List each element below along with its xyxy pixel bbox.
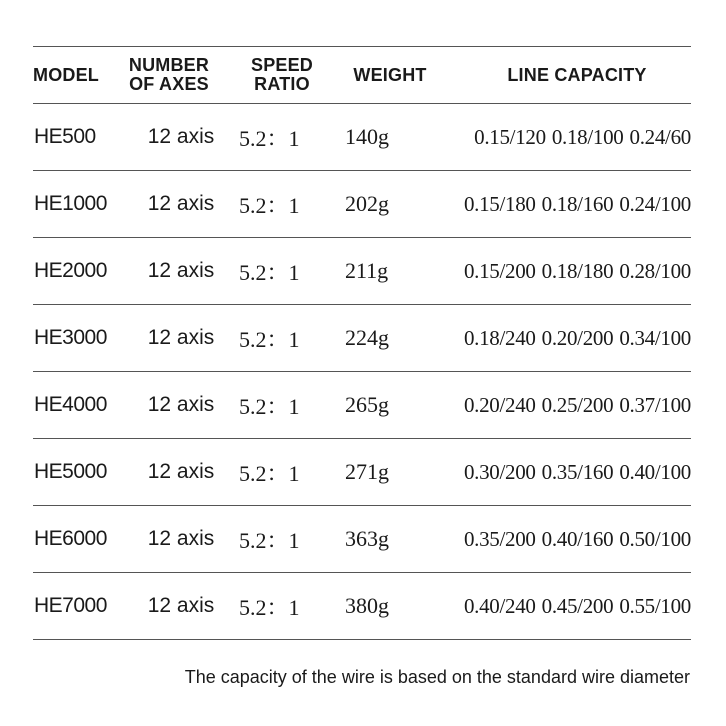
model-cell: HE2000 [34, 259, 107, 282]
speed-ratio-cell: 5.2：1 [239, 594, 300, 620]
weight-cell: 211g [345, 258, 389, 283]
model-cell: HE7000 [34, 594, 107, 617]
weight-cell: 224g [345, 325, 389, 350]
line-capacity-value-2: 0.35/160 [541, 459, 614, 484]
spec-table [33, 46, 691, 640]
line-capacity-cell [435, 439, 691, 505]
line-capacity-cell [435, 506, 691, 572]
table-header [33, 46, 691, 104]
line-capacity-value-1: 0.15/200 [463, 258, 536, 283]
axes-cell: 12 axis [147, 393, 215, 416]
header-speed-ratio [238, 47, 326, 103]
line-capacity-value-2: 0.45/200 [541, 593, 614, 618]
speed-ratio-cell: 5.2：1 [239, 527, 300, 553]
model-cell: HE5000 [34, 460, 107, 483]
line-capacity-value-2: 0.25/200 [541, 392, 614, 417]
header-line-capacity [463, 47, 691, 103]
line-capacity-value-3: 0.55/100 [619, 593, 691, 618]
header-axes-line2: OF AXES [129, 74, 209, 94]
weight-cell: 380g [345, 593, 389, 618]
table-row [33, 573, 691, 640]
axes-cell: 12 axis [147, 527, 215, 550]
weight-cell: 202g [345, 191, 389, 216]
axes-cell: 12 axis [147, 326, 215, 349]
line-capacity-value-1: 0.20/240 [463, 392, 536, 417]
model-cell: HE4000 [34, 393, 107, 416]
line-capacity-value-1: 0.18/240 [463, 325, 536, 350]
table-row [33, 171, 691, 238]
line-capacity-value-3: 0.50/100 [619, 526, 691, 551]
line-capacity-value-3: 0.24/100 [619, 191, 691, 216]
axes-cell: 12 axis [147, 259, 215, 282]
line-capacity-value-3: 0.24/60 [629, 124, 691, 149]
header-axes-line1: NUMBER [128, 55, 210, 75]
footnote: The capacity of the wire is based on the standard wire diameter [184, 667, 690, 687]
weight-cell: 363g [345, 526, 389, 551]
model-cell: HE1000 [34, 192, 107, 215]
line-capacity-cell [435, 171, 691, 237]
line-capacity-value-1: 0.40/240 [463, 593, 536, 618]
line-capacity-value-1: 0.15/120 [474, 124, 546, 149]
header-line-capacity-label: LINE CAPACITY [507, 64, 647, 85]
model-cell: HE500 [34, 125, 96, 148]
table-row [33, 506, 691, 573]
table-row [33, 372, 691, 439]
line-capacity-value-2: 0.40/160 [541, 526, 614, 551]
line-capacity-cell [435, 104, 691, 170]
model-cell: HE6000 [34, 527, 107, 550]
weight-cell: 265g [345, 392, 389, 417]
speed-ratio-cell: 5.2：1 [239, 259, 300, 285]
line-capacity-value-2: 0.18/160 [541, 191, 614, 216]
header-number-of-axes [119, 47, 219, 103]
header-weight-label: WEIGHT [353, 64, 427, 85]
line-capacity-value-2: 0.18/180 [541, 258, 614, 283]
header-speed-line2: RATIO [254, 74, 310, 94]
line-capacity-value-2: 0.20/200 [541, 325, 614, 350]
table-row [33, 439, 691, 506]
line-capacity-value-1: 0.15/180 [463, 191, 536, 216]
line-capacity-value-1: 0.30/200 [463, 459, 536, 484]
weight-cell: 140g [345, 124, 389, 149]
speed-ratio-cell: 5.2：1 [239, 326, 300, 352]
speed-ratio-cell: 5.2：1 [239, 460, 300, 486]
line-capacity-value-3: 0.28/100 [619, 258, 691, 283]
line-capacity-value-1: 0.35/200 [463, 526, 536, 551]
header-speed-line1: SPEED [250, 55, 314, 75]
line-capacity-cell [435, 238, 691, 304]
weight-cell: 271g [345, 459, 389, 484]
speed-ratio-cell: 5.2：1 [239, 192, 300, 218]
header-weight [343, 47, 437, 103]
header-model-label: MODEL [33, 64, 99, 85]
line-capacity-value-3: 0.34/100 [619, 325, 691, 350]
header-model [33, 47, 109, 103]
line-capacity-cell [435, 305, 691, 371]
speed-ratio-cell: 5.2：1 [239, 393, 300, 419]
axes-cell: 12 axis [147, 125, 215, 148]
model-cell: HE3000 [34, 326, 107, 349]
line-capacity-value-3: 0.40/100 [619, 459, 691, 484]
speed-ratio-cell: 5.2：1 [239, 125, 300, 151]
line-capacity-value-2: 0.18/100 [551, 124, 624, 149]
line-capacity-value-3: 0.37/100 [619, 392, 691, 417]
axes-cell: 12 axis [147, 460, 215, 483]
axes-cell: 12 axis [147, 192, 215, 215]
table-body [33, 104, 691, 640]
axes-cell: 12 axis [147, 594, 215, 617]
table-row [33, 238, 691, 305]
line-capacity-cell [435, 372, 691, 438]
table-row [33, 104, 691, 171]
table-row [33, 305, 691, 372]
line-capacity-cell [435, 573, 691, 639]
